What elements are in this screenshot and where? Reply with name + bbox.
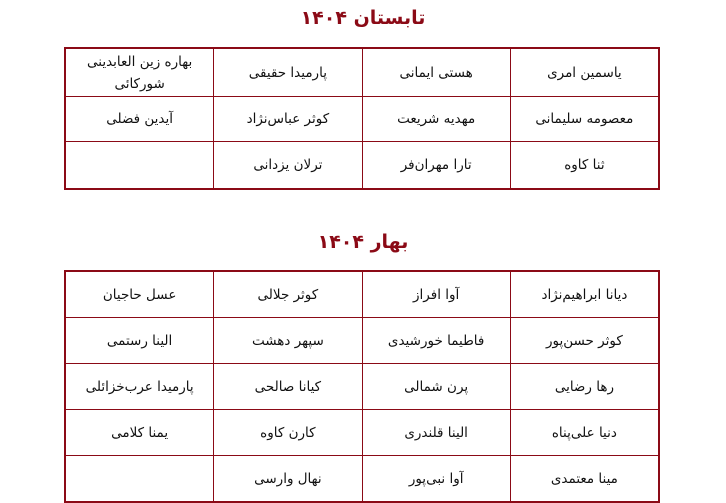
name-cell: بهاره زین العابدینی شورکائی: [65, 48, 214, 97]
name-cell: دنیا علی‌پناه: [510, 410, 659, 456]
table-row: [65, 48, 659, 97]
name-cell: آیدین فضلی: [65, 97, 214, 142]
table-row: [65, 318, 659, 364]
summer-section-title: تابستان ۱۴۰۴: [300, 7, 426, 29]
name-cell: الینا قلندری: [362, 410, 510, 456]
name-cell: دیانا ابراهیم‌نژاد: [510, 271, 659, 318]
name-cell: کوثر عباس‌نژاد: [214, 97, 362, 142]
spring-names-table: [64, 270, 660, 503]
table-row: [65, 142, 659, 190]
name-cell: پارمیدا عرب‌خزائلی: [65, 364, 214, 410]
table-row: [65, 97, 659, 142]
summer-names-table: [64, 47, 660, 190]
name-cell: مهدیه شریعت: [362, 97, 510, 142]
name-cell: یمنا کلامی: [65, 410, 214, 456]
name-cell: کارن کاوه: [214, 410, 362, 456]
table-row: [65, 410, 659, 456]
name-cell: پرن شمالی: [362, 364, 510, 410]
name-cell: الینا رستمی: [65, 318, 214, 364]
name-cell: ترلان یزدانی: [214, 142, 362, 190]
name-cell: یاسمین امری: [510, 48, 659, 97]
name-cell: هستی ایمانی: [362, 48, 510, 97]
name-cell: آوا نبی‌پور: [362, 456, 510, 503]
name-cell: مینا معتمدی: [510, 456, 659, 503]
name-cell: آوا افراز: [362, 271, 510, 318]
table-row: [65, 456, 659, 503]
name-cell: پارمیدا حقیقی: [214, 48, 362, 97]
spring-section-title: بهار ۱۴۰۴: [317, 231, 409, 253]
name-cell: رها رضایی: [510, 364, 659, 410]
name-cell: نهال وارسی: [214, 456, 362, 503]
name-cell: کیانا صالحی: [214, 364, 362, 410]
name-cell: تارا مهران‌فر: [362, 142, 510, 190]
name-cell: معصومه سلیمانی: [510, 97, 659, 142]
table-row: [65, 271, 659, 318]
name-cell: کوثر جلالی: [214, 271, 362, 318]
name-cell: سپهر دهشت: [214, 318, 362, 364]
empty-cell: [65, 456, 214, 503]
name-cell: ثنا کاوه: [510, 142, 659, 190]
name-cell: کوثر حسن‌پور: [510, 318, 659, 364]
name-cell: فاطیما خورشیدی: [362, 318, 510, 364]
table-row: [65, 364, 659, 410]
empty-cell: [65, 142, 214, 190]
name-cell: عسل حاجیان: [65, 271, 214, 318]
